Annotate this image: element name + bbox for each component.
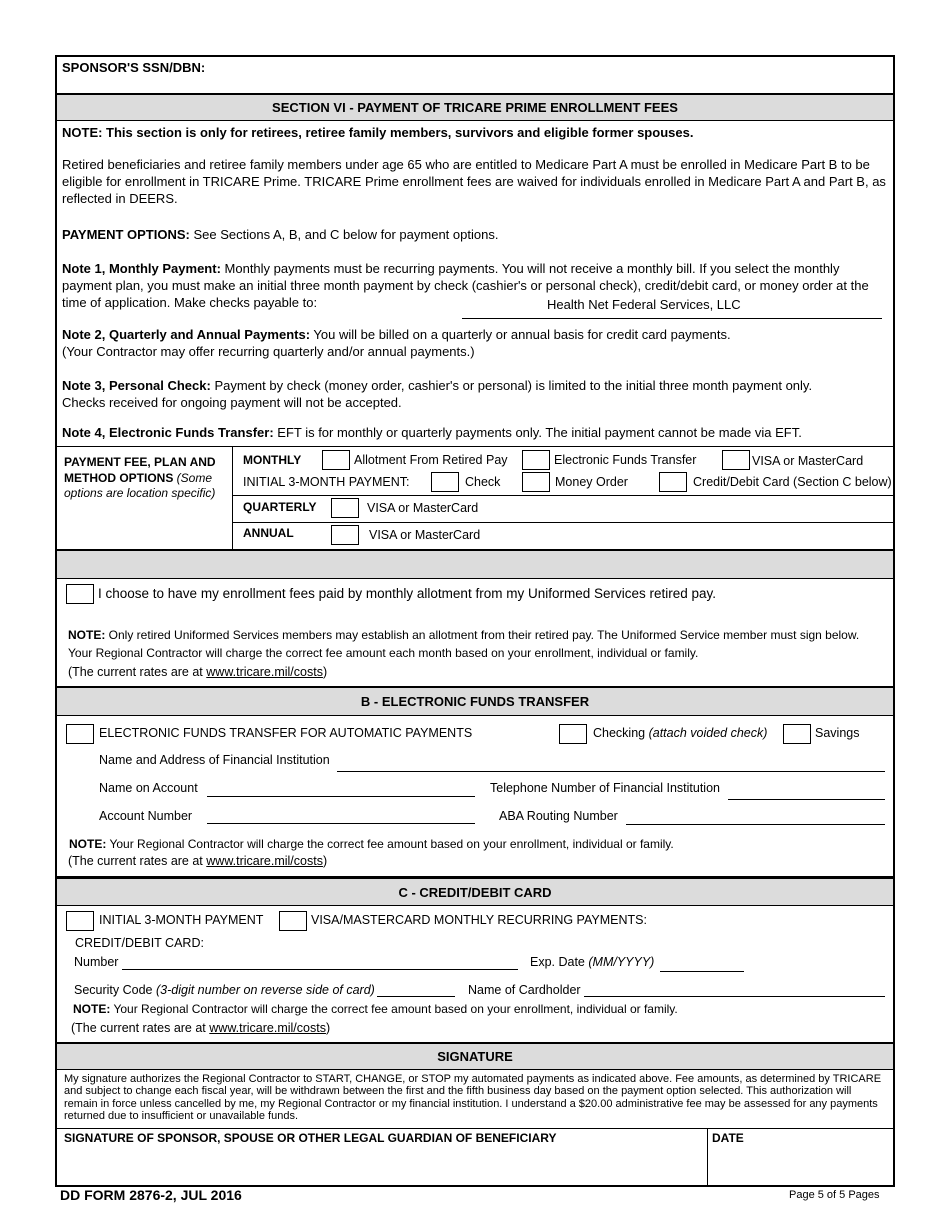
fee-plan-label-bold: PAYMENT FEE, PLAN AND METHOD OPTIONS	[64, 455, 216, 485]
card-number-label: Number	[74, 955, 119, 969]
section-b-rates	[68, 853, 327, 869]
fee-plan-label	[64, 455, 229, 502]
security-hint: (3-digit number on reverse side of card)	[155, 983, 375, 997]
date-divider	[707, 1128, 708, 1185]
checking-label	[593, 725, 767, 741]
note-1	[62, 261, 888, 312]
allotment-checkbox[interactable]	[322, 450, 350, 470]
section-a-note	[68, 626, 883, 662]
tricare-payment-form	[55, 55, 895, 1187]
annual-visa-label: VISA or MasterCard	[369, 528, 481, 542]
quarterly-label: QUARTERLY	[243, 500, 317, 514]
divider	[232, 522, 893, 523]
rates-prefix: (The current rates are at	[68, 854, 207, 868]
note-2-label: Note 2, Quarterly and Annual Payments:	[62, 327, 311, 342]
annual-label: ANNUAL	[243, 526, 294, 540]
institution-field[interactable]	[337, 771, 885, 772]
money-order-label: Money Order	[555, 475, 628, 489]
rates-suffix: )	[322, 854, 328, 868]
date-field[interactable]	[712, 1147, 888, 1183]
initial-payment-label: INITIAL 3-MONTH PAYMENT:	[243, 475, 410, 489]
section-c-note-label: NOTE:	[73, 1002, 111, 1016]
section-a-note-text: Only retired Uniformed Services members may establish an allotment from their retired pay. The Uniformed Service member must sign below. Your Regional Contractor will charge the correct fee amount each month based on your enrollment, individual or family.	[68, 628, 860, 660]
quarterly-visa-label: VISA or MasterCard	[367, 501, 479, 515]
payee-name: Health Net Federal Services, LLC	[547, 297, 741, 312]
security-text: Security Code	[74, 983, 156, 997]
exp-date-label	[530, 954, 654, 970]
signature-header: SIGNATURE	[57, 1042, 893, 1070]
note-3	[62, 378, 888, 412]
page-number: Page 5 of 5 Pages	[789, 1189, 880, 1201]
recurring-checkbox[interactable]	[279, 911, 307, 931]
eft-auto-label: ELECTRONIC FUNDS TRANSFER FOR AUTOMATIC PAYMENTS	[99, 726, 473, 740]
signature-field[interactable]	[62, 1147, 702, 1183]
exp-format: (MM/YYYY)	[588, 955, 655, 969]
section-c-rates	[71, 1020, 330, 1036]
section-b-note-label: NOTE:	[69, 837, 107, 851]
section-c-note	[73, 1002, 678, 1018]
checking-checkbox[interactable]	[559, 724, 587, 744]
name-on-account-field[interactable]	[207, 796, 475, 797]
payment-options-line	[62, 227, 888, 244]
rates-link[interactable]: www.tricare.mil/costs	[209, 1021, 326, 1035]
eft-label: Electronic Funds Transfer	[554, 453, 697, 467]
aba-label: ABA Routing Number	[499, 809, 618, 823]
section-a-note-label: NOTE:	[68, 628, 106, 642]
section-a-rates	[68, 664, 327, 680]
fee-plan-divider	[232, 446, 233, 550]
date-label: DATE	[712, 1131, 744, 1145]
telephone-label: Telephone Number of Financial Institution	[490, 781, 720, 795]
money-order-checkbox[interactable]	[522, 472, 550, 492]
rates-suffix: )	[325, 1021, 331, 1035]
monthly-visa-checkbox[interactable]	[722, 450, 750, 470]
section-vi-note: NOTE: This section is only for retirees, retiree family members, survivors and eligible former spouses.	[62, 125, 694, 140]
divider	[57, 1128, 893, 1129]
form-id: DD FORM 2876-2, JUL 2016	[60, 1187, 242, 1203]
monthly-visa-label: VISA or MasterCard	[752, 454, 864, 468]
note-1-label: Note 1, Monthly Payment:	[62, 261, 221, 276]
note-1-text: Monthly payments must be recurring payments. You will not receive a monthly bill. If you select the monthly payment plan, you must make an initial three month payment by check (cashier's or personal check), credit/debit card, or money order at the time of application. Make checks payable to:	[62, 261, 869, 310]
cardholder-field[interactable]	[584, 996, 885, 997]
name-on-account-label: Name on Account	[99, 781, 198, 795]
section-c-note-text: Your Regional Contractor will charge the correct fee amount based on your enrollment, individual or family.	[110, 1002, 678, 1016]
section-b-note	[69, 837, 674, 853]
note-4-label: Note 4, Electronic Funds Transfer:	[62, 425, 274, 440]
rates-prefix: (The current rates are at	[71, 1021, 210, 1035]
card-label: CREDIT/DEBIT CARD:	[75, 936, 204, 950]
fee-plan-label-italic: (Some options are location specific)	[64, 470, 216, 501]
security-code-label	[74, 982, 375, 998]
note-2	[62, 327, 888, 361]
check-checkbox[interactable]	[431, 472, 459, 492]
signature-text: My signature authorizes the Regional Contractor to START, CHANGE, or STOP my automated payments as indicated above. Fee amounts, as determined by TRICARE and subject to change each fiscal year, will be withdrawn between the first and the fifth business day based on the payment option selected. This authorization will remain in force unless cancelled by me, my Regional Contractor or my financial institution. I understand a $20.00 administrative fee may be assessed for any payments returned due to insufficient or unavailable funds.	[64, 1073, 882, 1123]
note-4	[62, 425, 888, 442]
eft-checkbox[interactable]	[522, 450, 550, 470]
monthly-label: MONTHLY	[243, 453, 302, 467]
institution-label: Name and Address of Financial Institution	[99, 753, 330, 767]
exp-text: Exp. Date	[530, 955, 589, 969]
rates-prefix: (The current rates are at	[68, 665, 207, 679]
recurring-label: VISA/MASTERCARD MONTHLY RECURRING PAYMENTS:	[311, 913, 647, 927]
checking-text: Checking	[593, 726, 649, 740]
account-number-field[interactable]	[207, 823, 475, 824]
credit-debit-checkbox[interactable]	[659, 472, 687, 492]
note-2-line-2: (Your Contractor may offer recurring quarterly and/or annual payments.)	[62, 343, 475, 359]
sponsor-ssn-label: SPONSOR'S SSN/DBN:	[62, 60, 206, 75]
payment-options-label: PAYMENT OPTIONS:	[62, 227, 190, 242]
section-b-header: B - ELECTRONIC FUNDS TRANSFER	[57, 686, 893, 716]
note-3-text: Payment by check (money order, cashier's or personal) is limited to the initial three month payment only.	[210, 378, 813, 393]
note-2-text: You will be billed on a quarterly or annual basis for credit card payments.	[310, 327, 731, 342]
note-3-label: Note 3, Personal Check:	[62, 378, 211, 393]
initial-3-month-label: INITIAL 3-MONTH PAYMENT	[99, 913, 264, 927]
signature-label: SIGNATURE OF SPONSOR, SPOUSE OR OTHER LEGAL GUARDIAN OF BENEFICIARY	[64, 1131, 557, 1145]
sponsor-ssn-field[interactable]	[287, 59, 887, 89]
payee-line	[462, 318, 882, 319]
initial-3-month-checkbox[interactable]	[66, 911, 94, 931]
checking-note: (attach voided check)	[648, 726, 768, 740]
allotment-choice-checkbox[interactable]	[66, 584, 94, 604]
telephone-field[interactable]	[728, 799, 885, 800]
rates-link[interactable]: www.tricare.mil/costs	[206, 854, 323, 868]
savings-label: Savings	[815, 726, 860, 740]
section-a-header	[57, 549, 893, 579]
quarterly-visa-checkbox[interactable]	[331, 498, 359, 518]
section-c-header: C - CREDIT/DEBIT CARD	[57, 876, 893, 906]
medicare-paragraph: Retired beneficiaries and retiree family members under age 65 who are entitled to Medicare Part A must be enrolled in Medicare Part B to be eligible for enrollment in TRICARE Prime. TRICARE Prime enrollment fees are waived for individuals enrolled in Medicare Part A and Part B, as reflected in DEERS.	[62, 157, 886, 206]
savings-checkbox[interactable]	[783, 724, 811, 744]
exp-date-field[interactable]	[660, 971, 744, 972]
allotment-label: Allotment From Retired Pay	[354, 453, 508, 467]
credit-debit-label: Credit/Debit Card (Section C below)	[693, 475, 892, 489]
payment-options-text: See Sections A, B, and C below for payment options.	[189, 227, 499, 242]
divider	[232, 495, 893, 496]
annual-visa-checkbox[interactable]	[331, 525, 359, 545]
section-b-note-text: Your Regional Contractor will charge the correct fee amount based on your enrollment, individual or family.	[106, 837, 674, 851]
card-number-field[interactable]	[122, 969, 518, 970]
rates-suffix: )	[322, 665, 328, 679]
note-3-line-2: Checks received for ongoing payment will not be accepted.	[62, 394, 402, 410]
allotment-choice-label: I choose to have my enrollment fees paid by monthly allotment from my Uniformed Services retired pay.	[98, 586, 717, 601]
check-label: Check	[465, 475, 501, 489]
cardholder-label: Name of Cardholder	[468, 983, 581, 997]
section-vi-header: SECTION VI - PAYMENT OF TRICARE PRIME ENROLLMENT FEES	[57, 93, 893, 121]
divider	[57, 446, 893, 447]
aba-field[interactable]	[626, 824, 885, 825]
rates-link[interactable]: www.tricare.mil/costs	[206, 665, 323, 679]
account-number-label: Account Number	[99, 809, 193, 823]
note-4-text: EFT is for monthly or quarterly payments only. The initial payment cannot be made via EFT.	[273, 425, 802, 440]
eft-auto-checkbox[interactable]	[66, 724, 94, 744]
security-code-field[interactable]	[377, 996, 455, 997]
